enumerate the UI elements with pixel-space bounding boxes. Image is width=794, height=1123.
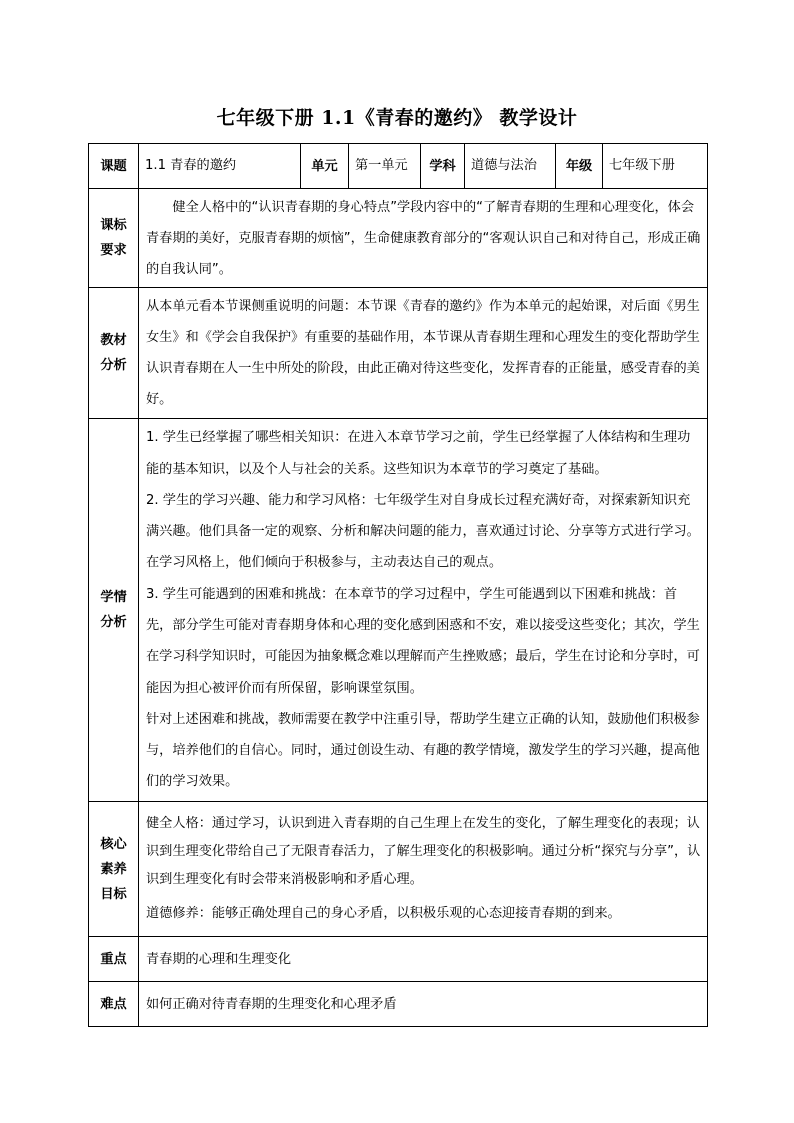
hexin-row [89,802,708,937]
page-title: 七年级下册 1.1《青春的邀约》 教学设计 [216,107,578,129]
xueqing-label-line2: 分析 [100,615,127,630]
xueqing-label [89,419,139,802]
kebiao-label-line1: 课标 [100,218,127,233]
jiaocai-text: 从本单元看本节课侧重说明的问题：本节课《青春的邀约》作为本单元的起始课，对后面《男生女生》和《学会自我保护》有重要的基础作用，本节课从青春期生理和心理发生的变化帮助学生认识青春期在人一生中所处的阶段，由此正确对待这些变化，发挥青春的正能量，感受青春的美好。 [146,299,700,407]
xueqing-label-line1: 学情 [100,590,127,605]
xueke-label: 学科 [421,144,465,189]
kebiao-content [139,189,708,288]
hexin-label-line3: 目标 [100,886,127,902]
xueqing-content [139,419,708,802]
nandian-row [89,982,708,1027]
xueqing-row [89,419,708,802]
hexin-paragraph-2: 道德修养：能够正确处理自己的身心矛盾，以积极乐观的心态迎接青春期的到来。 [146,906,621,921]
zhongdian-label: 重点 [89,937,139,982]
jiaocai-content [139,288,708,419]
kebiao-text: 健全人格中的“认识青春期的身心特点”学段内容中的“了解青春期的生理和心理变化，体会青春期的美好，克服青春期的烦恼”，生命健康教育部分的“客观认识自己和对待自己，形成正确的自我认同”。 [146,199,701,277]
kebiao-row [89,189,708,288]
xueqing-paragraph-4: 针对上述困难和挑战，教师需要在教学中注重引导，帮助学生建立正确的认知，鼓励他们积极参与，培养他们的自信心。同时，通过创设生动、有趣的教学情境，激发学生的学习兴趣，提高他们的学习效果。 [146,711,700,790]
kebiao-label [89,189,139,288]
jiaocai-label [89,288,139,419]
nianji-label: 年级 [556,144,603,189]
jiaocai-label-line2: 分析 [100,358,127,373]
danyuan-label: 单元 [301,144,349,189]
keti-label: 课题 [89,144,139,189]
xueqing-paragraph-2: 2. 学生的学习兴趣、能力和学习风格：七年级学生对自身成长过程充满好奇，对探索新知识充满兴趣。他们具备一定的观察、分析和解决问题的能力，喜欢通过讨论、分享等方式进行学习。在学习风格上，他们倾向于积极参与，主动表达自己的观点。 [146,492,700,571]
hexin-content [139,802,708,937]
zhongdian-text: 青春期的心理和生理变化 [139,937,708,982]
nandian-text: 如何正确对待青春期的生理变化和心理矛盾 [139,982,708,1027]
lesson-plan-table [88,143,708,1027]
nandian-label: 难点 [89,982,139,1027]
jiaocai-row [89,288,708,419]
keti-value: 1.1 青春的邀约 [139,144,301,189]
hexin-label-line2: 素养 [100,861,127,877]
xueqing-paragraph-1: 1. 学生已经掌握了哪些相关知识：在进入本章节学习之前，学生已经掌握了人体结构和生理功能的基本知识，以及个人与社会的关系。这些知识为本章节的学习奠定了基础。 [146,430,691,477]
xueke-value: 道德与法治 [465,144,556,189]
zhongdian-row [89,937,708,982]
jiaocai-label-line1: 教材 [100,333,127,348]
xueqing-paragraph-3: 3. 学生可能遇到的困难和挑战：在本章节的学习过程中，学生可能遇到以下困难和挑战：首先，部分学生可能对青春期身体和心理的变化感到困惑和不安，难以接受这些变化；其次，学生在学习科学知识时，可能因为抽象概念难以理解而产生挫败感；最后，学生在讨论和分享时，可能因为担心被评价而有所保留，影响课堂氛围。 [146,586,700,696]
nianji-value: 七年级下册 [603,144,708,189]
hexin-label [89,802,139,937]
kebiao-label-line2: 要求 [100,243,127,258]
hexin-label-line1: 核心 [100,836,127,852]
hexin-paragraph-1: 健全人格：通过学习，认识到进入青春期的自己生理上在发生的变化，了解生理变化的表现；认识到生理变化带给自己了无限青春活力，了解生理变化的积极影响。通过分析“探究与分享”，认识到生理变化有时会带来消极影响和矛盾心理。 [146,816,701,887]
header-row [89,144,708,189]
danyuan-value: 第一单元 [349,144,421,189]
